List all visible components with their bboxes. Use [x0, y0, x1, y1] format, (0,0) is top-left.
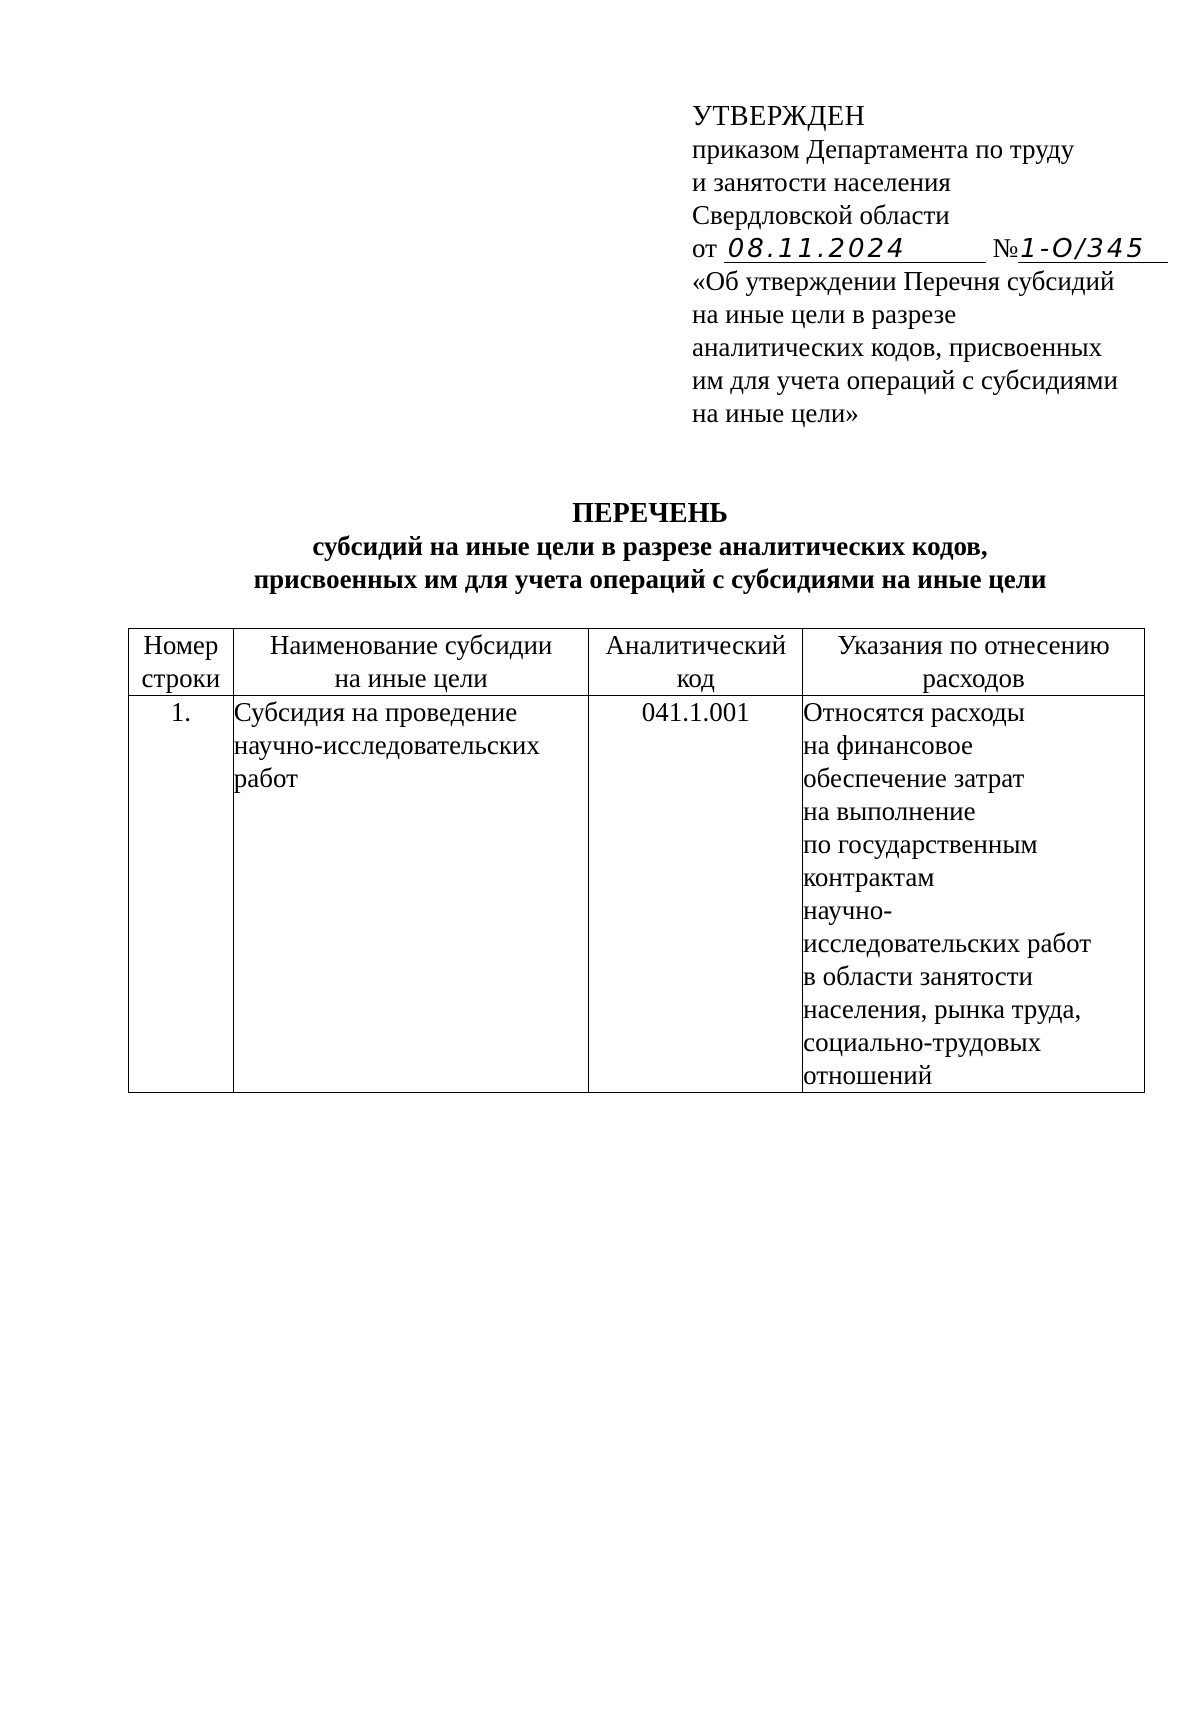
title-subline: присвоенных им для учета операций с субсидиями на иные цели	[253, 564, 1047, 594]
approval-subject-line: им для учета операций с субсидиями	[692, 365, 1118, 395]
number-prefix: №	[992, 233, 1019, 263]
date-field	[724, 235, 986, 263]
cell-expense-notes: Относятся расходы на финансовое обеспечение затрат на выполнение по государственным контрактам научно- исследовательских работ в области занятости населения, рынка труда, социально-трудовых отношений	[803, 696, 1145, 1093]
approval-date-number-line	[692, 232, 1172, 265]
approval-stamp	[692, 100, 1172, 430]
approval-line: и занятости населения	[692, 167, 951, 197]
header-expense-notes: Указания по отнесению расходов	[803, 629, 1145, 696]
approval-heading: УТВЕРЖДЕН	[692, 101, 866, 132]
number-field	[1018, 235, 1168, 263]
approval-subject-line: на иные цели в разрезе	[692, 299, 957, 329]
header-subsidy-name: Наименование субсидии на иные цели	[233, 629, 589, 696]
approval-subject-line: «Об утверждении Перечня субсидий	[692, 266, 1115, 296]
cell-analytic-code: 041.1.001	[589, 696, 803, 1093]
table-row	[129, 696, 1145, 1093]
date-prefix: от	[692, 233, 717, 263]
approval-line: приказом Департамента по труду	[692, 134, 1075, 164]
approval-line: Свердловской области	[692, 200, 950, 230]
cell-subsidy-name: Субсидия на проведение научно-исследовательских работ	[233, 696, 589, 1093]
title-subline: субсидий на иные цели в разрезе аналитических кодов,	[312, 531, 988, 561]
handwritten-date: 08.11.2024	[727, 234, 907, 264]
cell-row-number: 1.	[129, 696, 234, 1093]
handwritten-number: 1-О/345	[1020, 234, 1146, 264]
header-analytic-code: Аналитический код	[589, 629, 803, 696]
table-header-row	[129, 629, 1145, 696]
title-main: ПЕРЕЧЕНЬ	[572, 498, 728, 529]
approval-subject-line: на иные цели»	[692, 398, 859, 428]
document-title	[0, 497, 1200, 596]
header-row-number: Номер строки	[129, 629, 234, 696]
subsidy-table	[128, 628, 1145, 1093]
approval-subject-line: аналитических кодов, присвоенных	[692, 332, 1103, 362]
